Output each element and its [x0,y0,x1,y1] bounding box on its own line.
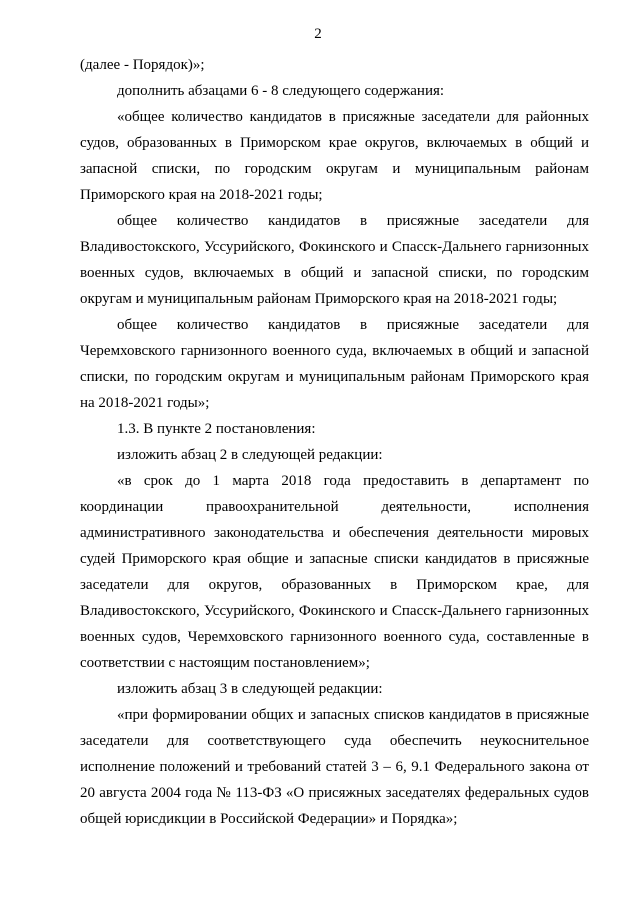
paragraph: (далее - Порядок)»; [80,57,205,73]
paragraph: «при формировании общих и запасных списков кандидатов в присяжные заседатели для соответствующего суда обеспечить неукоснительное исполнение положений и требований статей 3 – 6, 9.1 Федерального закона от 20 августа 2004 года № 113-ФЗ «О присяжных заседателях федеральных судов общей юрисдикции в Российской Федерации» и Порядка»; [80,707,589,827]
paragraph: общее количество кандидатов в присяжные заседатели для Черемховского гарнизонного военного суда, включаемых в общий и запасной списки, по городским округам и муниципальным районам Приморского края на 2018-2021 годы»; [80,317,589,411]
paragraph: «в срок до 1 марта 2018 года предоставить в департамент по координации правоохранительной деятельности, исполнения административного законодательства и обеспечения деятельности мировых судей Приморского края общие и запасные списки кандидатов в присяжные заседатели для округов, образованных в Приморском крае, для Владивостокского, Уссурийского, Фокинского и Спасск-Дальнего гарнизонных военных судов, Черемховского гарнизонного военного суда, составленные в соответствии с настоящим постановлением»; [80,473,589,671]
paragraph: 1.3. В пункте 2 постановления: [117,421,316,437]
paragraph: изложить абзац 3 в следующей редакции: [117,681,383,697]
paragraph: «общее количество кандидатов в присяжные заседатели для районных судов, образованных в Приморском крае округов, включаемых в общий и запасной списки, по городским округам и муниципальным районам Приморского края на 2018-2021 годы; [80,109,589,203]
paragraph: дополнить абзацами 6 - 8 следующего содержания: [117,83,445,99]
paragraph: изложить абзац 2 в следующей редакции: [117,447,383,463]
document-body [80,52,589,832]
paragraph: общее количество кандидатов в присяжные заседатели для Владивостокского, Уссурийского, Фокинского и Спасск-Дальнего гарнизонных военных судов, включаемых в общий и запасной списки, по городским округам и муниципальным районам Приморского края на 2018-2021 годы; [80,213,589,307]
page-number: 2 [314,26,322,42]
